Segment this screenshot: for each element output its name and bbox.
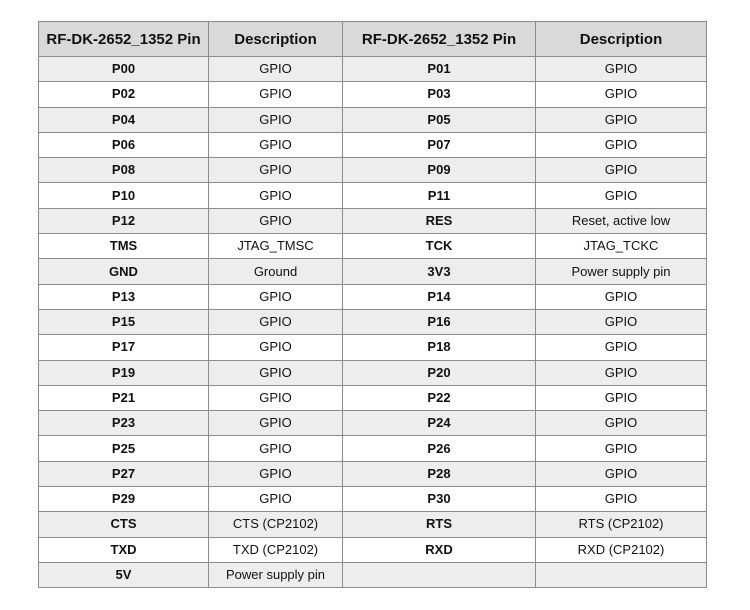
pin-left-cell: P23 [39,411,209,436]
header-pin-left: RF-DK-2652_1352 Pin [39,22,209,57]
pin-left-cell: 5V [39,562,209,587]
pin-right-cell: P14 [343,284,536,309]
description-left-cell: GPIO [209,335,343,360]
table-row [39,335,707,360]
description-right-cell: GPIO [536,309,707,334]
header-row [39,22,707,57]
description-left-cell: CTS (CP2102) [209,512,343,537]
pin-right-cell: TCK [343,234,536,259]
pin-left-cell: P10 [39,183,209,208]
table-row [39,57,707,82]
table-row [39,436,707,461]
pin-right-cell: P09 [343,158,536,183]
table-row [39,183,707,208]
description-right-cell: RTS (CP2102) [536,512,707,537]
table-row [39,461,707,486]
description-right-cell: RXD (CP2102) [536,537,707,562]
pin-right-cell: P28 [343,461,536,486]
pin-right-cell: P03 [343,82,536,107]
description-right-cell: GPIO [536,57,707,82]
pin-right-cell: P07 [343,132,536,157]
pin-left-cell: P13 [39,284,209,309]
table-row [39,132,707,157]
description-right-cell: GPIO [536,487,707,512]
description-right-cell: GPIO [536,385,707,410]
pin-right-cell: P18 [343,335,536,360]
pin-right-cell: 3V3 [343,259,536,284]
pin-left-cell: P21 [39,385,209,410]
pin-right-cell [343,562,536,587]
description-right-cell: GPIO [536,107,707,132]
table-row [39,208,707,233]
pin-left-cell: P29 [39,487,209,512]
pin-left-cell: P25 [39,436,209,461]
pin-left-cell: P06 [39,132,209,157]
table-row [39,537,707,562]
table-row [39,82,707,107]
table-row [39,309,707,334]
description-right-cell: JTAG_TCKC [536,234,707,259]
pin-left-cell: P19 [39,360,209,385]
description-left-cell: GPIO [209,385,343,410]
table-row [39,107,707,132]
table-row [39,158,707,183]
description-left-cell: GPIO [209,57,343,82]
pin-left-cell: TXD [39,537,209,562]
description-left-cell: GPIO [209,411,343,436]
pin-left-cell: P02 [39,82,209,107]
description-right-cell: GPIO [536,132,707,157]
pin-right-cell: RES [343,208,536,233]
description-left-cell: GPIO [209,284,343,309]
table-row [39,234,707,259]
pin-right-cell: P11 [343,183,536,208]
description-right-cell: Reset, active low [536,208,707,233]
table-row [39,259,707,284]
pin-right-cell: P24 [343,411,536,436]
table-row [39,385,707,410]
description-right-cell: GPIO [536,360,707,385]
description-right-cell: GPIO [536,284,707,309]
description-right-cell: GPIO [536,461,707,486]
pin-left-cell: P12 [39,208,209,233]
description-left-cell: GPIO [209,82,343,107]
pin-right-cell: P22 [343,385,536,410]
description-right-cell [536,562,707,587]
pin-left-cell: TMS [39,234,209,259]
pin-left-cell: P27 [39,461,209,486]
description-left-cell: JTAG_TMSC [209,234,343,259]
description-right-cell: GPIO [536,335,707,360]
description-right-cell: GPIO [536,158,707,183]
table-row [39,284,707,309]
header-description-left: Description [209,22,343,57]
table-row [39,487,707,512]
pin-right-cell: P30 [343,487,536,512]
pin-table [38,21,707,588]
description-right-cell: GPIO [536,82,707,107]
description-left-cell: GPIO [209,183,343,208]
pin-left-cell: P08 [39,158,209,183]
pin-left-cell: P15 [39,309,209,334]
pin-right-cell: RTS [343,512,536,537]
pin-left-cell: P04 [39,107,209,132]
description-right-cell: Power supply pin [536,259,707,284]
description-left-cell: TXD (CP2102) [209,537,343,562]
description-left-cell: GPIO [209,208,343,233]
table-row [39,512,707,537]
table-row [39,360,707,385]
header-pin-right: RF-DK-2652_1352 Pin [343,22,536,57]
pin-left-cell: GND [39,259,209,284]
description-left-cell: GPIO [209,461,343,486]
description-left-cell: GPIO [209,309,343,334]
description-left-cell: GPIO [209,132,343,157]
pin-left-cell: CTS [39,512,209,537]
description-right-cell: GPIO [536,411,707,436]
description-left-cell: GPIO [209,158,343,183]
description-left-cell: GPIO [209,487,343,512]
pin-right-cell: P01 [343,57,536,82]
table-body [39,57,707,588]
description-left-cell: GPIO [209,360,343,385]
pin-left-cell: P17 [39,335,209,360]
description-left-cell: GPIO [209,107,343,132]
pin-right-cell: P16 [343,309,536,334]
pin-left-cell: P00 [39,57,209,82]
header-description-right: Description [536,22,707,57]
pin-right-cell: P05 [343,107,536,132]
table-row [39,562,707,587]
description-left-cell: Power supply pin [209,562,343,587]
table-row [39,411,707,436]
description-right-cell: GPIO [536,183,707,208]
description-left-cell: Ground [209,259,343,284]
pin-right-cell: P20 [343,360,536,385]
pin-right-cell: P26 [343,436,536,461]
description-left-cell: GPIO [209,436,343,461]
pin-right-cell: RXD [343,537,536,562]
description-right-cell: GPIO [536,436,707,461]
